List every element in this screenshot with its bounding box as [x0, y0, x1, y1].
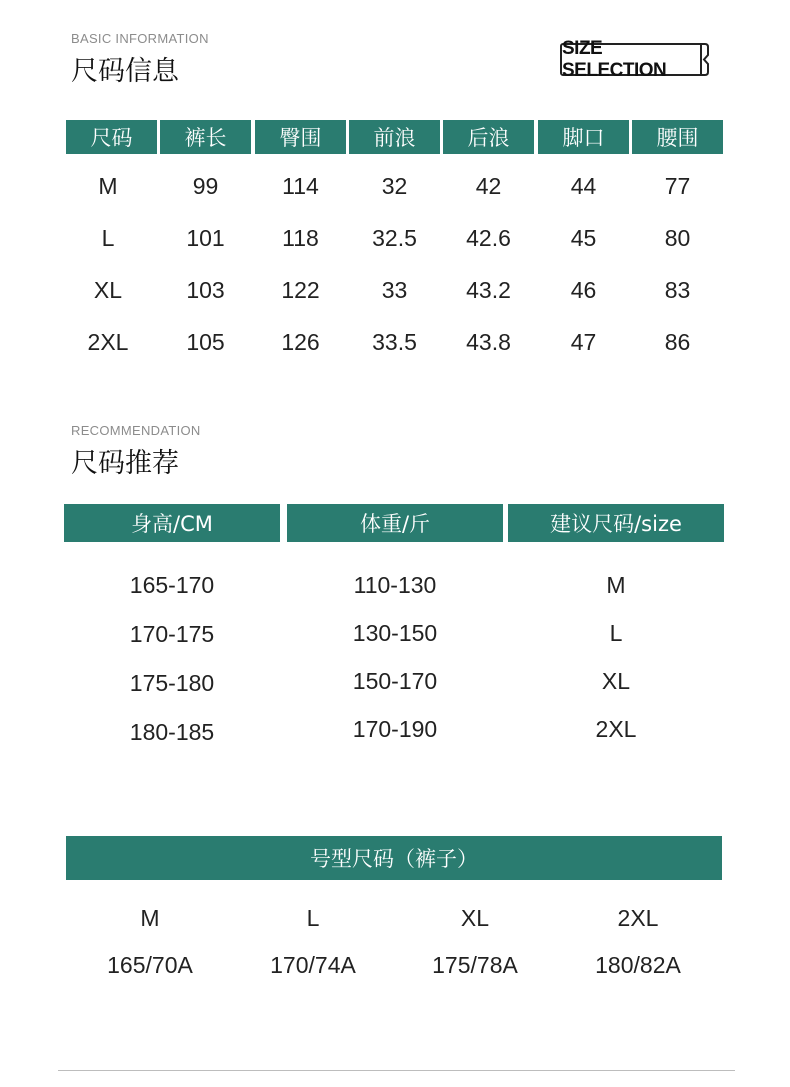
bottom-divider [58, 1070, 735, 1071]
size-table-header-back-rise: 后浪 [443, 120, 534, 154]
table-cell: 32.5 [372, 224, 417, 251]
table-cell: 83 [664, 276, 691, 303]
table-cell: 118 [282, 224, 319, 251]
table-cell: 170-190 [352, 715, 438, 742]
table-cell: 46 [570, 276, 597, 303]
table-cell: 42.6 [466, 224, 511, 251]
table-cell: 86 [664, 328, 691, 355]
table-cell: M [606, 571, 626, 598]
table-cell: 33.5 [372, 328, 417, 355]
size-code-value: 175/78A [432, 951, 518, 978]
size-code-value: 180/82A [595, 951, 681, 978]
recommend-header-height: 身高/CM [64, 504, 280, 542]
table-cell: 165-170 [129, 571, 215, 598]
table-cell: 2XL [87, 328, 129, 355]
table-cell: 180-185 [129, 718, 215, 745]
section-subtitle-basic-info: BASIC INFORMATION [71, 31, 209, 46]
table-cell: 43.2 [466, 276, 511, 303]
table-cell: 103 [186, 276, 225, 303]
table-cell: 45 [570, 224, 597, 251]
table-cell: 110-130 [353, 571, 437, 598]
table-cell: 114 [282, 172, 319, 199]
size-code-size: 2XL [617, 904, 659, 931]
table-cell: XL [601, 667, 631, 694]
table-cell: L [101, 224, 115, 251]
size-code-value: 170/74A [270, 951, 356, 978]
table-cell: 2XL [595, 715, 637, 742]
table-cell: 44 [570, 172, 597, 199]
table-cell: 105 [186, 328, 225, 355]
table-cell: L [609, 619, 623, 646]
section-title-size-recommend: 尺码推荐 [71, 448, 179, 479]
table-cell: 43.8 [466, 328, 511, 355]
table-cell: 175-180 [129, 669, 215, 696]
size-table-header-waist: 腰围 [632, 120, 723, 154]
size-selection-badge: SIZE SELECTION [560, 43, 702, 76]
size-code-size: L [306, 904, 320, 931]
table-cell: 126 [281, 328, 320, 355]
size-table-header-leg-opening: 脚口 [538, 120, 629, 154]
table-cell: 32 [381, 172, 408, 199]
table-cell: 130-150 [352, 619, 438, 646]
table-cell: 99 [192, 172, 219, 199]
table-cell: 101 [186, 224, 225, 251]
table-cell: 47 [570, 328, 597, 355]
table-cell: 77 [664, 172, 691, 199]
table-cell: 33 [381, 276, 408, 303]
table-cell: 122 [281, 276, 320, 303]
size-table-header-size: 尺码 [66, 120, 157, 154]
recommend-header-weight: 体重/斤 [287, 504, 503, 542]
size-table-header-front-rise: 前浪 [349, 120, 440, 154]
table-cell: 170-175 [129, 620, 215, 647]
size-code-size: M [140, 904, 160, 931]
size-table-header-length: 裤长 [160, 120, 251, 154]
recommend-header-suggested-size: 建议尺码/size [508, 504, 724, 542]
badge-notch-icon [698, 43, 710, 76]
table-cell: 150-170 [352, 667, 438, 694]
table-cell: 42 [475, 172, 502, 199]
table-cell: XL [93, 276, 123, 303]
size-code-header: 号型尺码（裤子） [66, 836, 722, 880]
table-cell: 80 [664, 224, 691, 251]
size-code-value: 165/70A [107, 951, 193, 978]
size-code-size: XL [460, 904, 490, 931]
section-subtitle-recommendation: RECOMMENDATION [71, 423, 201, 438]
table-cell: M [98, 172, 118, 199]
size-table-header-hip: 臀围 [255, 120, 346, 154]
section-title-size-info: 尺码信息 [71, 56, 179, 87]
